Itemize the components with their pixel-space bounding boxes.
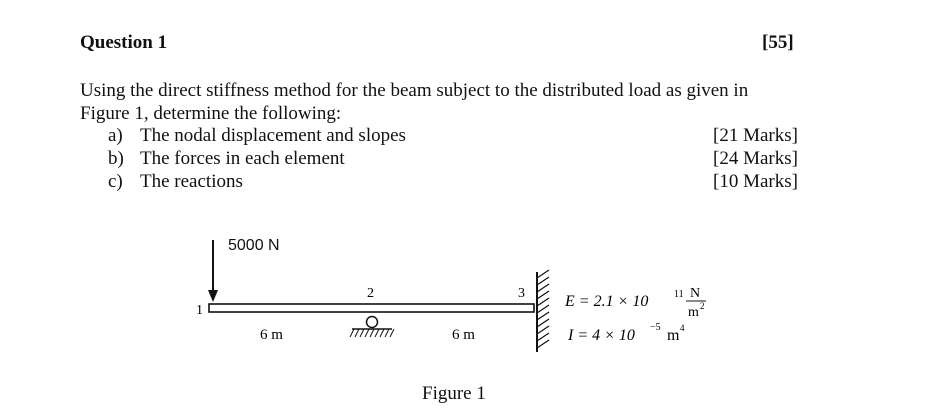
item-a-text: The nodal displacement and slopes (140, 125, 406, 146)
load-label: 5000 N (228, 237, 280, 254)
point-load-arrow (208, 240, 218, 302)
svg-text:4: 4 (680, 323, 685, 333)
item-b-text: The forces in each element (140, 148, 345, 169)
span-1-label: 6 m (260, 327, 283, 343)
item-a-marks: [21 Marks] (713, 125, 798, 146)
fixed-wall-support (537, 270, 549, 352)
elastic-modulus-label (564, 286, 706, 320)
intro-line-2: Figure 1, determine the following: (80, 103, 342, 124)
question-total-marks: [55] (762, 32, 794, 53)
node-2-label: 2 (367, 286, 374, 301)
svg-text:2: 2 (700, 301, 705, 311)
item-c-text: The reactions (140, 171, 243, 192)
intro-line-1: Using the direct stiffness method for the beam subject to the distributed load as given in (80, 80, 749, 101)
beam (209, 304, 534, 312)
roller-support (350, 317, 394, 338)
item-a-letter: a) (108, 125, 123, 146)
figure-caption: Figure 1 (422, 383, 486, 404)
moment-of-inertia-label (567, 322, 685, 344)
svg-text:I = 4 × 10: I = 4 × 10 (568, 327, 635, 344)
svg-text:11: 11 (674, 289, 684, 300)
node-1-label: 1 (196, 303, 203, 318)
svg-text:−5: −5 (650, 322, 661, 333)
span-2-label: 6 m (452, 327, 475, 343)
item-b-marks: [24 Marks] (713, 148, 798, 169)
svg-text:m: m (688, 305, 699, 320)
item-c-marks: [10 Marks] (713, 171, 798, 192)
question-title: Question 1 (80, 32, 168, 53)
svg-text:N: N (690, 286, 701, 301)
svg-text:E = 2.1 × 10: E = 2.1 × 10 (565, 293, 649, 310)
node-3-label: 3 (518, 286, 525, 301)
item-b-letter: b) (108, 148, 124, 169)
item-c-letter: c) (108, 171, 123, 192)
svg-text:m: m (667, 327, 680, 344)
